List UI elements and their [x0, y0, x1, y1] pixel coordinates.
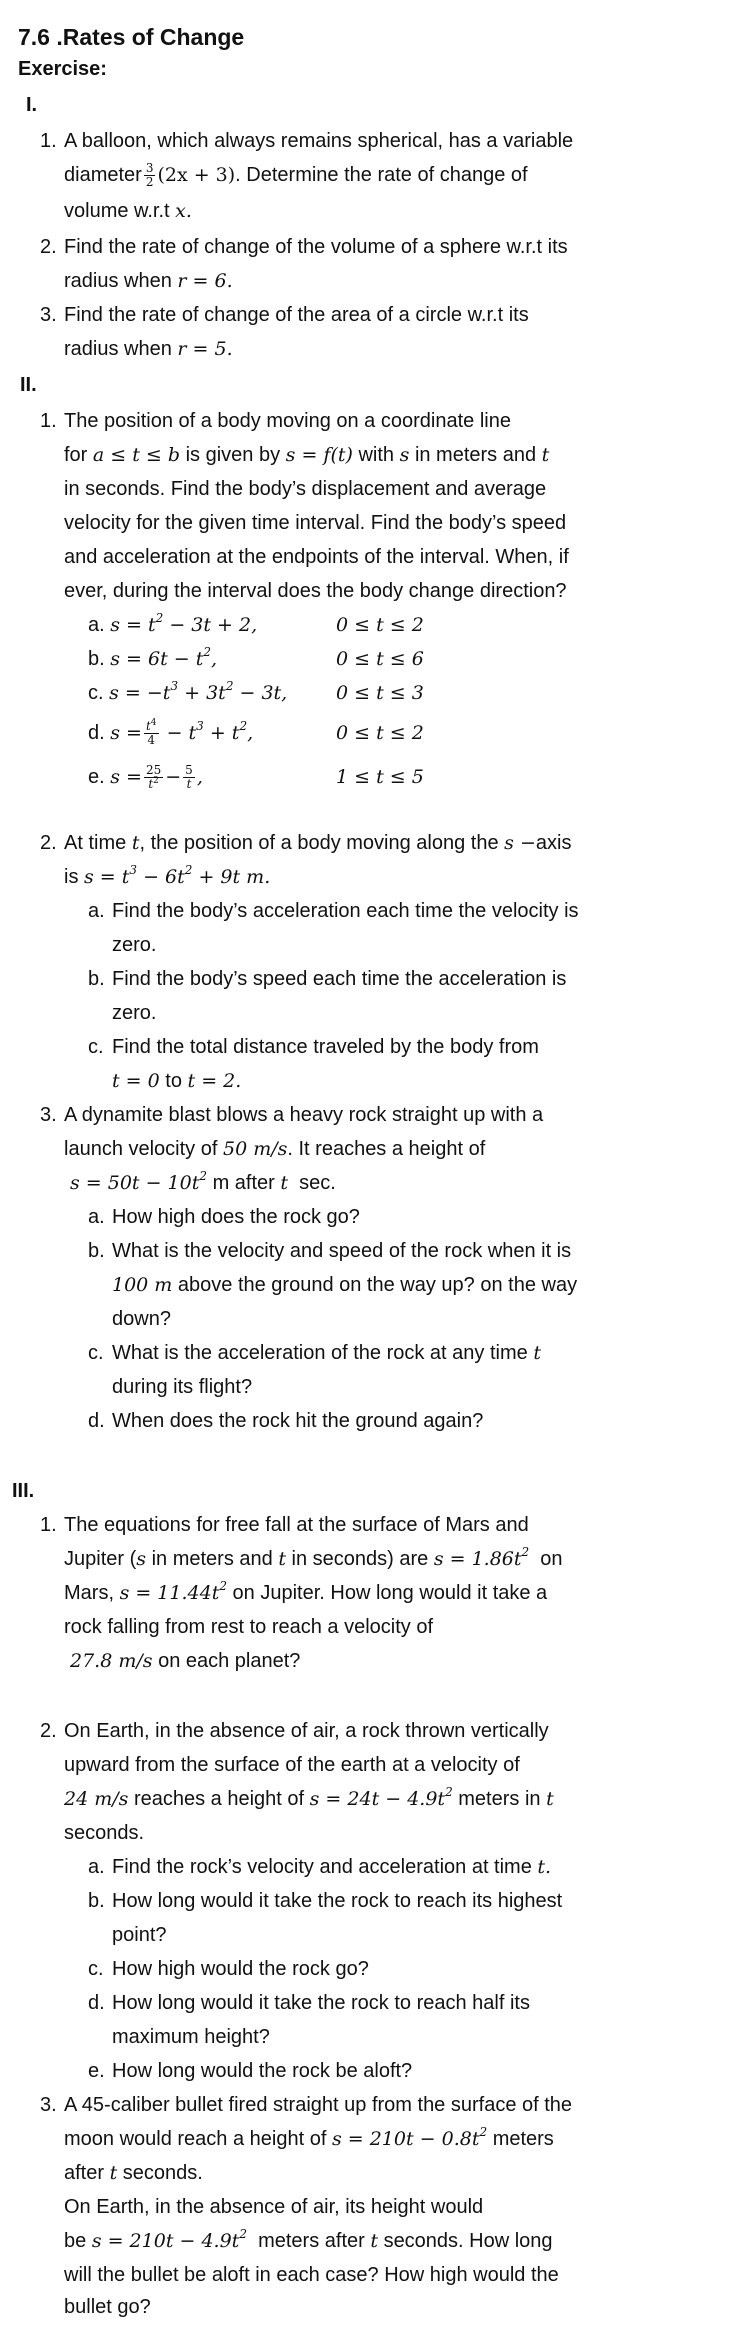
- II-q3-part-d-line1: When does the rock hit the ground again?: [112, 1410, 484, 1432]
- III-q2-line2: upward from the surface of the earth at a velocity of: [64, 1754, 520, 1776]
- III-q2-part-c-line1: How high would the rock go?: [112, 1958, 369, 1980]
- II-q2-part-b-label: b.: [88, 968, 105, 990]
- I-q2-text: radius when: [64, 270, 172, 292]
- I-q1-var: x.: [175, 200, 192, 222]
- part-expr: $s = 6t - t^2$,: [110, 645, 218, 670]
- text: in meters and: [414, 444, 537, 466]
- III-q2-part-e-line1: How long would the rock be aloft?: [112, 2060, 413, 2082]
- II-q1-part-d: [88, 720, 253, 747]
- var: t: [541, 444, 550, 466]
- part-expr: $s = -t^3 + 3t^2 - 3t$,: [109, 679, 288, 704]
- comma: ,: [196, 766, 203, 788]
- III-q2-part-b-line1: How long would it take the rock to reach its highest: [112, 1890, 563, 1912]
- I-q3-line1: Find the rate of change of the area of a circle w.r.t its: [64, 304, 529, 326]
- III-q3-line1: A 45-caliber bullet fired straight up from the surface of the: [64, 2094, 573, 2116]
- text: is given by: [185, 444, 281, 466]
- III-q2-part-d-line1: How long would it take the rock to reach half its: [112, 1992, 530, 2014]
- II-q3-part-a-line1: How high does the rock go?: [112, 1206, 360, 1228]
- I-q1-line3: [64, 198, 192, 224]
- III-q2-part-e-label: e.: [88, 2060, 105, 2082]
- part-label: a.: [88, 614, 105, 636]
- III-q2-part-d-label: d.: [88, 1992, 105, 2014]
- III-q2-line1: On Earth, in the absence of air, a rock thrown vertically: [64, 1720, 549, 1742]
- II-q3-part-b-line3: down?: [112, 1308, 171, 1330]
- II-q2-part-c-line2: t = 0 to t = 2.: [112, 1070, 242, 1092]
- minus: −: [165, 766, 182, 788]
- expr: a ≤ t ≤ b: [92, 444, 181, 466]
- I-q1-text: diameter: [64, 164, 142, 186]
- II-q1-part-b-interval: 0 ≤ t ≤ 6: [336, 648, 424, 670]
- III-q2-part-d-line2: maximum height?: [112, 2026, 270, 2048]
- II-q2-part-c-label: c.: [88, 1036, 104, 1058]
- fraction: $\frac{25}{t^2}$: [145, 763, 162, 792]
- III-q3-line6: will the bullet be aloft in each case? How high would the: [64, 2264, 559, 2286]
- text: with: [358, 444, 395, 466]
- III-q2-line4: seconds.: [64, 1822, 145, 1844]
- I-q2-line2: [64, 268, 233, 294]
- I-q2-number: 2.: [40, 236, 57, 258]
- II-q1-part-b: [88, 646, 217, 672]
- I-q2-line1: Find the rate of change of the volume of a sphere w.r.t its: [64, 236, 568, 258]
- I-q3-number: 3.: [40, 304, 57, 326]
- part-expr: $s = t^2 - 3t + 2$,: [110, 611, 258, 636]
- part-expr: s =: [110, 722, 142, 744]
- II-q2-part-a-line2: zero.: [112, 934, 157, 956]
- II-q3-part-c-line2: during its flight?: [112, 1376, 253, 1398]
- II-q3-part-d-label: d.: [88, 1410, 105, 1432]
- II-q1-line1: The position of a body moving on a coordinate line: [64, 410, 511, 432]
- III-q2-part-b-line2: point?: [112, 1924, 167, 1946]
- section-I-label: I.: [26, 94, 38, 116]
- III-q2-part-a-line1: Find the rock’s velocity and acceleration at time t.: [112, 1856, 552, 1878]
- I-q3-expr: r = 5.: [177, 338, 233, 360]
- II-q2-part-a-label: a.: [88, 900, 105, 922]
- II-q3-line2: launch velocity of 50 m/s. It reaches a height of: [64, 1138, 486, 1160]
- II-q2-line2: is $s = t^3 - 6t^2 + 9t$ m.: [64, 863, 271, 888]
- III-q3-line7: bullet go?: [64, 2296, 151, 2318]
- I-q1-line2: [64, 162, 528, 189]
- fraction-denominator: 2: [145, 175, 154, 190]
- I-q3-line2: [64, 336, 233, 362]
- part-label: c.: [88, 682, 104, 704]
- II-q2-number: 2.: [40, 832, 57, 854]
- II-q3-line1: A dynamite blast blows a heavy rock straight up with a: [64, 1104, 544, 1126]
- II-q1-line6: ever, during the interval does the body change direction?: [64, 580, 567, 602]
- part-label: b.: [88, 648, 105, 670]
- III-q3-line2: moon would reach a height of $s = 210t - 0.8t^2$ meters: [64, 2125, 554, 2150]
- II-q1-part-a-interval: 0 ≤ t ≤ 2: [336, 614, 424, 636]
- III-q2-line3: 24 m/s reaches a height of $s = 24t - 4.9t^2$ meters in t: [64, 1785, 554, 1810]
- II-q3-part-b-line2: 100 m above the ground on the way up? on the way: [112, 1274, 578, 1296]
- II-q3-part-b-line1: What is the velocity and speed of the rock when it is: [112, 1240, 572, 1262]
- text: for: [64, 444, 88, 466]
- part-expr: s =: [110, 766, 142, 788]
- II-q2-part-a-line1: Find the body’s acceleration each time the velocity is: [112, 900, 579, 922]
- fraction: $\frac{t^4}{4}$: [145, 718, 157, 748]
- III-q3-line4: On Earth, in the absence of air, its height would: [64, 2196, 484, 2218]
- part-label: e.: [88, 766, 105, 788]
- section-III-label: III.: [12, 1480, 35, 1502]
- II-q1-part-c-interval: 0 ≤ t ≤ 3: [336, 682, 424, 704]
- II-q1-line3: in seconds. Find the body’s displacement and average: [64, 478, 547, 500]
- II-q2-part-c-line1: Find the total distance traveled by the body from: [112, 1036, 539, 1058]
- II-q1-part-e-interval: 1 ≤ t ≤ 5: [336, 766, 424, 788]
- I-q1-text-end: . Determine the rate of change of: [235, 164, 528, 186]
- III-q2-part-c-label: c.: [88, 1958, 104, 1980]
- II-q1-line5: and acceleration at the endpoints of the interval. When, if: [64, 546, 569, 568]
- III-q3-number: 3.: [40, 2094, 57, 2116]
- part-expr-rest: − $t^3 + t^2$,: [160, 719, 254, 744]
- II-q2-part-b-line2: zero.: [112, 1002, 157, 1024]
- III-q1-line1: The equations for free fall at the surface of Mars and: [64, 1514, 529, 1536]
- II-q2-line1: At time t, the position of a body moving along the s −axis: [64, 832, 572, 854]
- II-q3-part-c-line1: What is the acceleration of the rock at any time t: [112, 1342, 541, 1364]
- III-q3-line5: be $s = 210t - 4.9t^2$ meters after t seconds. How long: [64, 2227, 553, 2252]
- II-q1-line4: velocity for the given time interval. Find the body’s speed: [64, 512, 567, 534]
- II-q1-part-c: [88, 680, 287, 706]
- II-q1-line2: [64, 442, 549, 468]
- part-label: d.: [88, 722, 105, 744]
- exercise-label: Exercise:: [18, 58, 107, 80]
- fraction-numerator: 3: [145, 161, 154, 176]
- I-q1-expr: (2x + 3): [157, 164, 236, 186]
- I-q1-fraction: [144, 162, 156, 189]
- III-q1-line4: rock falling from rest to reach a velocity of: [64, 1616, 434, 1638]
- III-q2-number: 2.: [40, 1720, 57, 1742]
- III-q2-part-b-label: b.: [88, 1890, 105, 1912]
- page-title: 7.6 .Rates of Change: [18, 24, 245, 50]
- II-q3-part-b-label: b.: [88, 1240, 105, 1262]
- I-q2-expr: r = 6.: [177, 270, 233, 292]
- expr: s = f(t): [285, 444, 353, 466]
- section-II-label: II.: [20, 374, 37, 396]
- II-q3-line3: $s = 50t - 10t^2$ m after t sec.: [70, 1169, 336, 1194]
- I-q1-number: 1.: [40, 130, 57, 152]
- I-q1-text: volume w.r.t: [64, 200, 170, 222]
- var: s: [399, 444, 410, 466]
- II-q2-part-b-line1: Find the body’s speed each time the acceleration is: [112, 968, 567, 990]
- II-q3-part-a-label: a.: [88, 1206, 105, 1228]
- III-q2-part-a-label: a.: [88, 1856, 105, 1878]
- II-q1-number: 1.: [40, 410, 57, 432]
- III-q3-line3: after t seconds.: [64, 2162, 203, 2184]
- III-q1-line2: Jupiter (s in meters and t in seconds) are $s = 1.86t^2$ on: [64, 1545, 563, 1570]
- II-q1-part-e: [88, 764, 203, 791]
- I-q1-line1: A balloon, which always remains spherical, has a variable: [64, 130, 574, 152]
- I-q3-text: radius when: [64, 338, 172, 360]
- III-q1-number: 1.: [40, 1514, 57, 1536]
- fraction: $\frac{5}{t}$: [185, 763, 193, 792]
- II-q1-part-d-interval: 0 ≤ t ≤ 2: [336, 722, 424, 744]
- II-q3-part-c-label: c.: [88, 1342, 104, 1364]
- II-q3-number: 3.: [40, 1104, 57, 1126]
- III-q1-line3: Mars, $s = 11.44t^2$ on Jupiter. How long would it take a: [64, 1579, 548, 1604]
- III-q1-line5: 27.8 m/s on each planet?: [70, 1650, 301, 1672]
- II-q1-part-a: [88, 612, 257, 638]
